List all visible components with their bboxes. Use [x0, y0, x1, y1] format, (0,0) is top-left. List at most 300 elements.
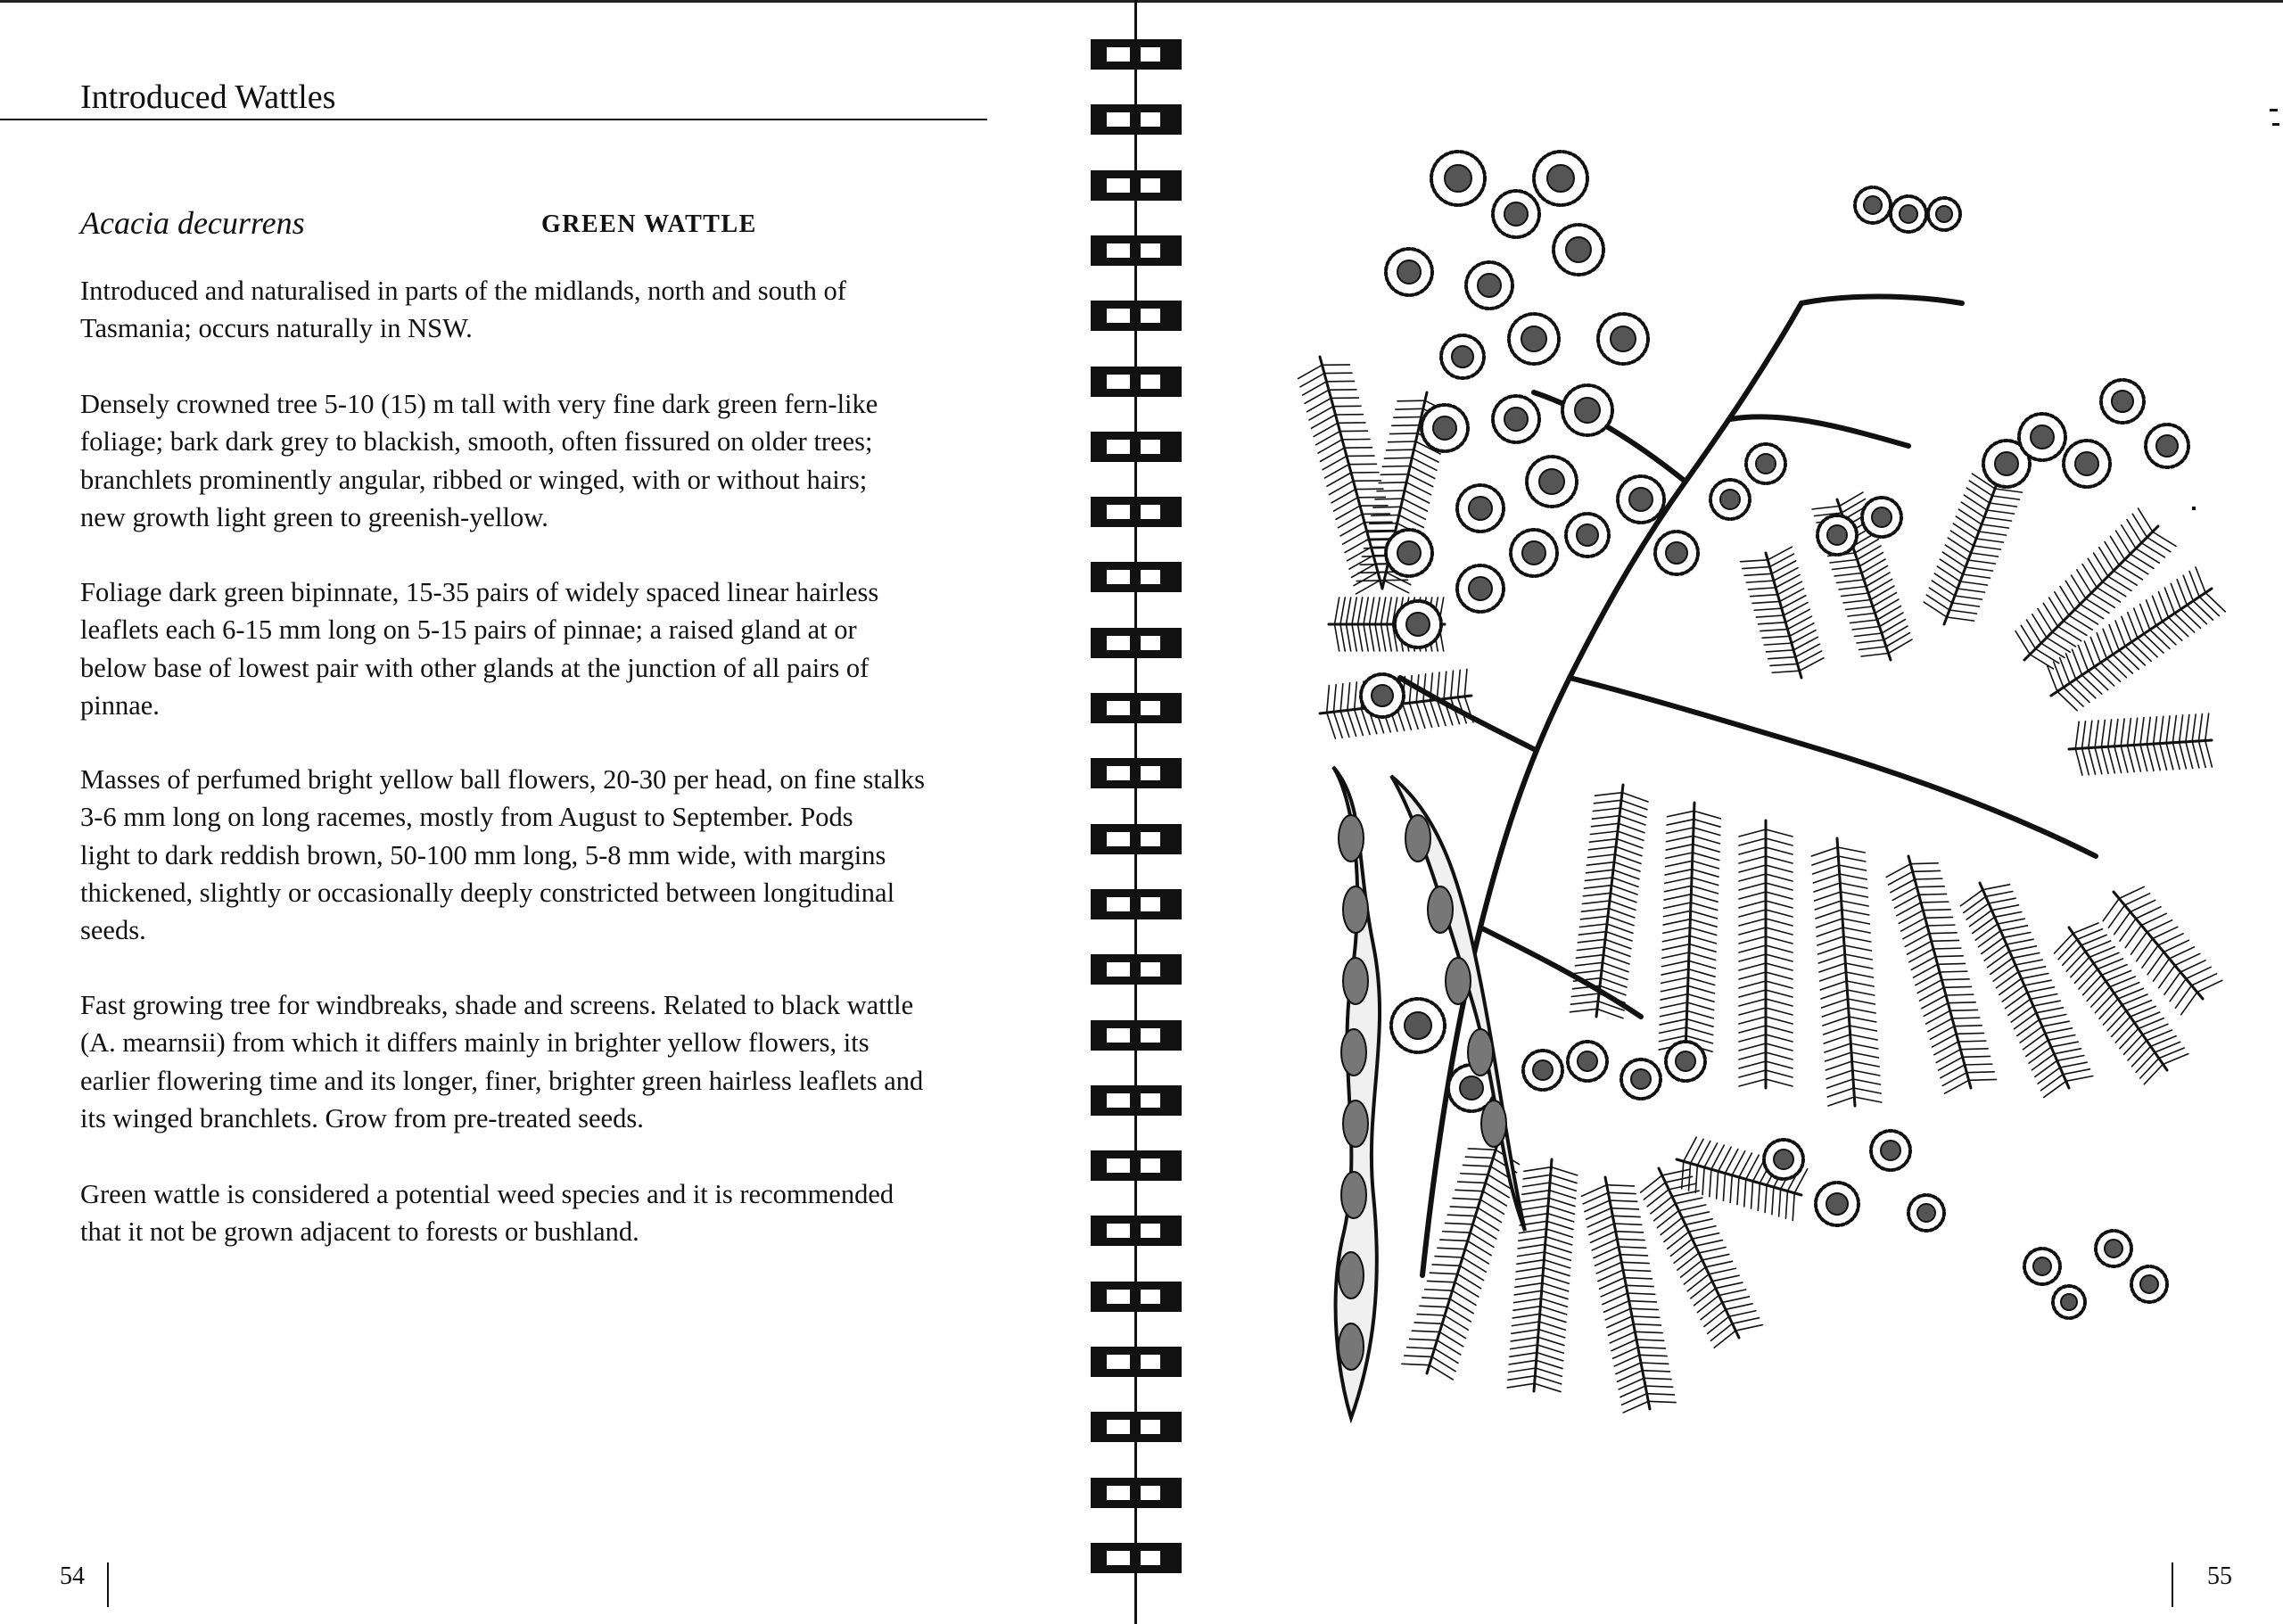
leaflet [1340, 684, 1343, 712]
leaflet [1668, 1232, 1689, 1249]
leaflet [2175, 953, 2200, 965]
leaflet [1969, 1079, 1997, 1080]
leaflet [1937, 566, 1960, 581]
leaflet [1766, 856, 1793, 863]
leaflet [1746, 581, 1774, 582]
leaflet [1766, 999, 1793, 1006]
leaflet [1387, 624, 1391, 651]
leaflet [1739, 838, 1766, 845]
leaflet [2027, 620, 2041, 643]
leaflet [2163, 940, 2188, 952]
flower-ball-core [1460, 1076, 1483, 1100]
leaflet [2017, 1019, 2040, 1035]
leaflet [2172, 715, 2176, 742]
leaflet [1511, 1345, 1537, 1349]
flower-ball-core [1539, 469, 1564, 494]
leaflet [2060, 587, 2074, 610]
leaflet [1618, 831, 1644, 840]
leaflet [1853, 1079, 1880, 1084]
stem [1801, 297, 1962, 304]
leaflet [2110, 536, 2124, 559]
leaflet [1513, 1307, 1540, 1311]
leaflet [1880, 613, 1903, 626]
leaflet [1987, 510, 2014, 514]
leaflet [2172, 743, 2180, 770]
leaflet [1576, 955, 1603, 958]
leaflet [1847, 990, 1874, 995]
leaflet [1976, 539, 2003, 542]
leaflet [1709, 1268, 1735, 1274]
leaflet [1545, 1237, 1571, 1245]
leaflet [1693, 861, 1719, 869]
leaflet [1991, 905, 2018, 911]
leaflet [1762, 636, 1790, 638]
leaflet [2036, 1008, 2063, 1013]
leaflet [1517, 1260, 1544, 1265]
binding-coil [1091, 1085, 1182, 1116]
leaflet [1684, 1137, 1696, 1161]
leaflet [1381, 598, 1386, 624]
leaflet [2136, 907, 2161, 919]
flower-ball-core [1566, 237, 1591, 262]
text-line: below base of lowest pair with other glands at the junction of all pairs of [80, 652, 870, 683]
leaflet [2169, 617, 2188, 636]
leaflet [1594, 800, 1621, 803]
binding-coil [1091, 1282, 1182, 1312]
leaflet [2011, 1006, 2033, 1022]
leaflet [1430, 700, 1439, 726]
leaflet [1714, 1331, 1735, 1348]
leaflet [2103, 582, 2126, 597]
leaflet [1766, 847, 1793, 854]
leaflet [2004, 933, 2031, 938]
leaflet [1437, 672, 1439, 700]
flower-ball-core [1917, 1204, 1935, 1222]
leaflet [1423, 701, 1432, 727]
leaflet [1795, 644, 1819, 656]
flower-ball-core [2105, 1240, 2122, 1257]
leaflet [1948, 1002, 1975, 1003]
leaflet [1877, 606, 1900, 620]
leaflet [1689, 960, 1716, 969]
leaflet [1660, 1019, 1686, 1025]
leaflet [1447, 1215, 1475, 1216]
leaflet [2132, 514, 2147, 537]
leaflet [1739, 1035, 1766, 1042]
leaflet [2084, 641, 2094, 667]
leaflet [1772, 561, 1796, 573]
leaflet [2144, 634, 2163, 653]
leaflet [1697, 1296, 1718, 1313]
leaflet [1542, 1290, 1568, 1298]
leaflet [2127, 520, 2141, 543]
leaflet [2180, 742, 2187, 769]
leaflet [2192, 714, 2196, 741]
leaflet [1739, 1079, 1766, 1086]
leaflet [1958, 509, 1982, 524]
leaflet [1942, 552, 1966, 567]
leaflet [1729, 1311, 1756, 1317]
leaflet [1766, 981, 1793, 988]
leaflet [1961, 502, 1984, 517]
paragraph-flowers [80, 761, 999, 949]
leaflet [1364, 598, 1368, 624]
margin-mark [2270, 109, 2278, 111]
leaflet [1759, 622, 1786, 624]
flower-ball-core [1756, 454, 1776, 474]
leaflet [1929, 588, 1952, 603]
leaflet [1597, 1009, 1623, 1018]
leaflet [1702, 1167, 1704, 1195]
leaflet [1711, 1145, 1724, 1169]
leaflet [2099, 999, 2118, 1018]
leaflet [1579, 924, 1607, 927]
leaflet [1511, 1337, 1537, 1341]
flower-ball-core [1881, 1141, 1900, 1160]
leaflet [1355, 682, 1357, 710]
spiral-binding [1084, 0, 1191, 1624]
leaflet [1335, 624, 1339, 651]
leaflet [2187, 605, 2206, 623]
leaflet [1644, 1378, 1671, 1379]
leaflet [1521, 1206, 1548, 1210]
leaflet [1760, 630, 1788, 631]
leaflet [1523, 1175, 1550, 1179]
leaflet [1661, 1002, 1687, 1008]
leaflet [2091, 593, 2114, 607]
leaflet [1522, 1191, 1549, 1195]
leaflet [2112, 1017, 2131, 1036]
leaflet [2147, 952, 2163, 975]
leaflet [1694, 836, 1720, 844]
text-line: Masses of perfumed bright yellow ball flowers, 20-30 per head, on fine stalks [80, 764, 925, 795]
leaflet [2114, 571, 2137, 585]
leaflet [1577, 947, 1604, 950]
leaflet [1766, 829, 1793, 837]
leaflet [1710, 1169, 1711, 1197]
leaflet [1639, 1355, 1667, 1356]
leaflet [1826, 1070, 1852, 1079]
leaflet [1766, 936, 1793, 944]
binding-coil [1091, 1543, 1182, 1573]
leaflet [1679, 1205, 1706, 1211]
leaflet [1661, 1217, 1682, 1234]
leaflet [1855, 540, 1878, 553]
flower-ball-core [1521, 326, 1546, 351]
leaflet [2205, 713, 2209, 740]
leaflet [1458, 1182, 1486, 1183]
leaflet [1692, 870, 1718, 878]
text-line: foliage; bark dark grey to blackish, smooth, often fissured on older trees; [80, 426, 873, 458]
leaflet [2123, 1035, 2142, 1054]
leaflet [2022, 974, 2048, 979]
leaflet [2114, 912, 2131, 935]
leaflet [1923, 910, 1950, 911]
leaflet [1950, 531, 1974, 546]
leaflet [1938, 963, 1966, 964]
leaflet [2065, 581, 2080, 604]
leaflet [2095, 993, 2114, 1012]
leaflet [2058, 627, 2081, 641]
leaflet [1628, 1293, 1655, 1294]
leaflet [1591, 823, 1619, 826]
leaflet [1739, 1153, 1751, 1177]
leaflet [1915, 878, 1942, 879]
leaflet [1982, 885, 2009, 890]
leaflet [2156, 626, 2176, 645]
leaflet [2180, 960, 2205, 972]
leaflet [1712, 1275, 1739, 1282]
leaflet [1766, 963, 1793, 970]
leaflet [1841, 892, 1867, 897]
flower-ball-core [1397, 260, 1421, 284]
leaflet [1682, 1161, 1684, 1189]
leaflet [1693, 845, 1719, 853]
leaflet [1886, 633, 1909, 647]
leaflet [1381, 624, 1386, 651]
flower-ball-core [1469, 497, 1492, 520]
leaflet [1940, 971, 1967, 972]
leaflet [1974, 546, 2000, 549]
flower-ball-core [2156, 435, 2178, 457]
leaflet [1766, 1043, 1793, 1051]
leaflet [2198, 714, 2202, 741]
leaflet [1689, 1226, 1716, 1232]
header-rule [0, 119, 987, 120]
leaflet [1823, 1017, 1849, 1026]
leaflet [2205, 740, 2213, 767]
seed [1405, 815, 1430, 861]
flower-ball-core [1629, 488, 1652, 511]
leaflet [2047, 638, 2070, 652]
leaflet [1840, 874, 1867, 879]
leaflet [1702, 1254, 1729, 1260]
leaflet [2138, 638, 2157, 656]
leaflet [1965, 1064, 1992, 1065]
leaflet [1578, 939, 1605, 942]
leaflet [1993, 965, 2015, 981]
leaflet [1964, 896, 1986, 912]
leaflet [1548, 1206, 1574, 1214]
leaflet [1850, 1035, 1877, 1040]
leaflet [2141, 543, 2164, 557]
leaflet [2115, 621, 2125, 647]
leaflet [1770, 664, 1798, 665]
binding-coil [1091, 1150, 1182, 1181]
leaflet [2197, 980, 2222, 992]
leaflet [2121, 719, 2124, 746]
flower-ball-core [2033, 1257, 2051, 1275]
leaflet [2131, 554, 2154, 568]
leaflet [1739, 1017, 1766, 1024]
leaflet [1945, 545, 1968, 560]
leaflet [2100, 663, 2120, 681]
leaflet [1847, 981, 1874, 986]
leaflet [1957, 1033, 1984, 1034]
flower-ball-core [1445, 165, 1471, 192]
leaflet [2140, 745, 2147, 771]
leaflet [1693, 853, 1719, 861]
leaflet [1601, 978, 1627, 987]
leaflet [1882, 620, 1905, 633]
leaflet [2196, 567, 2205, 593]
leaflet [1733, 1318, 1760, 1324]
flower-ball-core [1900, 205, 1917, 223]
leaflet [2120, 1028, 2139, 1048]
seed [1343, 886, 1368, 933]
leaflet [1843, 600, 1870, 603]
leaflet [1403, 704, 1412, 730]
leaflet [1910, 863, 1938, 864]
leaflet [2040, 1015, 2066, 1020]
leaflet [1748, 588, 1776, 589]
leaflet [2032, 614, 2047, 638]
leaflet [1518, 1252, 1545, 1257]
page-number-left: 54 [60, 1562, 85, 1590]
leaflet [2147, 920, 2172, 932]
leaflet [1340, 624, 1345, 651]
binding-coil [1091, 693, 1182, 723]
leaflet [1625, 1278, 1652, 1279]
leaflet [1766, 1026, 1793, 1033]
leaflet [1766, 1008, 1793, 1015]
leaflet [1932, 581, 1955, 596]
leaflet [1889, 639, 1912, 653]
leaflet [1842, 593, 1868, 596]
seed [1341, 1029, 1366, 1076]
leaflet [1512, 1314, 1539, 1318]
leaflet [2147, 717, 2150, 744]
leaflet [2008, 999, 2031, 1015]
leaflet [1662, 1169, 1689, 1175]
leaflet [1973, 917, 1995, 933]
leaflet [1686, 1027, 1713, 1035]
leaflet [1739, 874, 1766, 881]
leaflet [1768, 657, 1796, 659]
leaflet [1662, 952, 1689, 958]
leaflet [1843, 927, 1870, 933]
leaflet [2144, 1064, 2163, 1084]
leaflet [1739, 1070, 1766, 1077]
leaflet [1861, 654, 1888, 656]
flower-ball-core [1504, 202, 1528, 226]
leaflet [2020, 1026, 2042, 1043]
leaflet [2128, 1041, 2147, 1060]
leaflet [1535, 1383, 1561, 1391]
leaflet [1537, 1345, 1563, 1353]
leaflet [1732, 1151, 1744, 1175]
leaflet [1620, 816, 1645, 825]
leaflet [2069, 615, 2092, 630]
leaflet [2045, 1028, 2072, 1034]
leaflet [2057, 691, 2077, 710]
text-line: Foliage dark green bipinnate, 15-35 pairs of widely spaced linear hairless [80, 577, 879, 607]
leaflet [1850, 1043, 1877, 1049]
leaflet [2072, 575, 2086, 598]
leaflet [1409, 703, 1418, 729]
leaflet [1549, 1198, 1575, 1206]
leaflet [1787, 616, 1811, 629]
leaflet [1547, 1221, 1573, 1229]
text-line: 3-6 mm long on long racemes, mostly from August to September. Pods [80, 802, 853, 833]
leaflet [1587, 854, 1615, 857]
leaflet [2033, 1001, 2060, 1006]
leaflet [1725, 1149, 1737, 1173]
leaflet [1685, 1219, 1712, 1225]
leaflet [2150, 630, 2170, 648]
leaflet [1744, 1179, 1746, 1207]
leaflet [1590, 831, 1618, 834]
leaflet [1333, 685, 1336, 713]
leaflet [1666, 1176, 1693, 1183]
leaflet [1995, 489, 2022, 492]
leaflet [1963, 1056, 1990, 1057]
leaflet [1347, 624, 1351, 651]
binding-coil [1091, 104, 1182, 135]
leaflet [2127, 719, 2131, 746]
leaflet [1664, 1224, 1685, 1241]
leaflet [1857, 640, 1883, 643]
leaflet [1547, 1214, 1573, 1222]
leaflet [1792, 631, 1816, 643]
leaflet [1540, 1307, 1566, 1315]
flower-ball-core [1872, 507, 1892, 527]
leaflet [2088, 558, 2102, 581]
leaflet [1389, 441, 1416, 442]
common-name: GREEN WATTLE [541, 210, 757, 238]
leaflet [1661, 960, 1688, 966]
leaflet [2158, 934, 2183, 945]
binding-coil [1091, 1216, 1182, 1246]
leaflet [1514, 1290, 1541, 1295]
leaflet [1960, 890, 1982, 906]
leaflet [1851, 1052, 1878, 1058]
leaflet [1814, 883, 1840, 892]
leaflet [1375, 624, 1380, 651]
leaflet [1545, 1252, 1570, 1260]
leaflet [2029, 1047, 2051, 1063]
leaflet [1822, 999, 1848, 1008]
leaflet [1686, 1019, 1713, 1027]
leaflet [1515, 1283, 1542, 1288]
leaflet [1664, 903, 1691, 908]
flower-ball-core [1826, 1193, 1848, 1215]
leaflet [2199, 597, 2219, 615]
leaflet [1540, 1314, 1566, 1322]
leaflet [1726, 1304, 1752, 1310]
leaflet [2031, 994, 2057, 1000]
seed [1446, 958, 1471, 1004]
leaflet [1766, 1017, 1793, 1024]
leaflet [2038, 1068, 2060, 1084]
leaflet [1549, 1191, 1575, 1199]
leaflet [2108, 905, 2124, 927]
leaflet [2120, 919, 2136, 941]
leaflet [1694, 811, 1721, 819]
leaflet [1948, 538, 1971, 553]
leaflet [2063, 945, 2081, 965]
leaflet [2142, 945, 2158, 968]
text-line: light to dark reddish brown, 50-100 mm long, 5-8 mm wide, with margins [80, 839, 886, 870]
leaflet [1691, 1282, 1712, 1298]
leaflet [2125, 926, 2141, 948]
leaflet [2166, 743, 2173, 770]
leaflet [2064, 688, 2083, 706]
text-line: its winged branchlets. Grow from pre-treated seeds. [80, 1102, 644, 1134]
leaflet [1509, 1360, 1536, 1364]
leaflet [1688, 977, 1715, 985]
leaflet [1838, 856, 1865, 861]
